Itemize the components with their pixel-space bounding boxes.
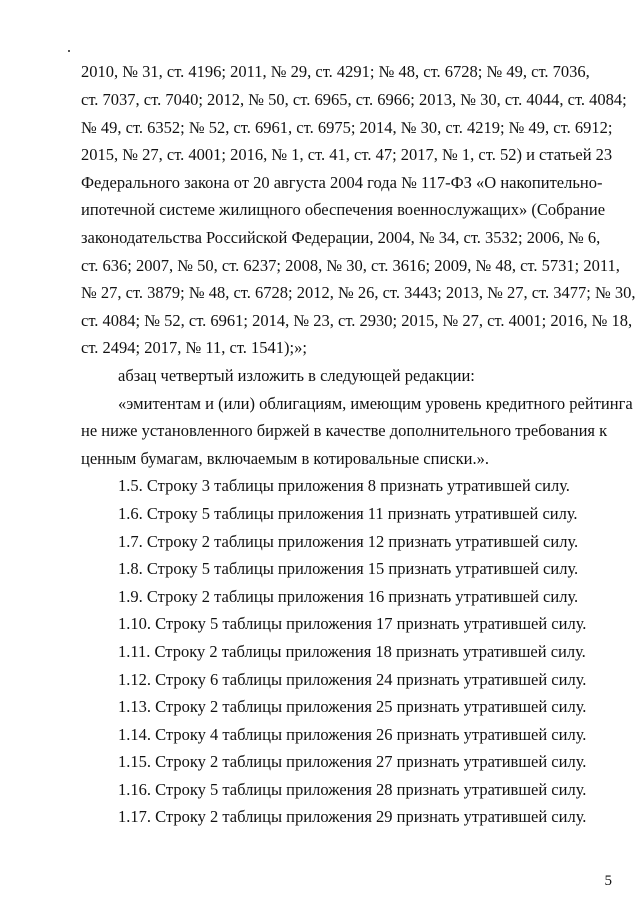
body-line: ст. 2494; 2017, № 11, ст. 1541);»;: [81, 338, 307, 357]
body-line: ст. 7037, ст. 7040; 2012, № 50, ст. 6965, ст. 6966; 2013, № 30, ст. 4044, ст. 4084;: [81, 90, 627, 109]
body-line: ст. 4084; № 52, ст. 6961; 2014, № 23, ст. 2930; 2015, № 27, ст. 4001; 2016, № 18,: [81, 311, 633, 330]
body-line: № 49, ст. 6352; № 52, ст. 6961, ст. 6975; 2014, № 30, ст. 4219; № 49, ст. 6912;: [81, 118, 613, 137]
list-item: 1.12. Строку 6 таблицы приложения 24 признать утратившей силу.: [118, 670, 587, 689]
scan-speck: [68, 50, 70, 52]
list-item: 1.7. Строку 2 таблицы приложения 12 признать утратившей силу.: [118, 532, 579, 551]
list-item: 1.5. Строку 3 таблицы приложения 8 признать утратившей силу.: [118, 476, 570, 495]
body-line: 2015, № 27, ст. 4001; 2016, № 1, ст. 41, ст. 47; 2017, № 1, ст. 52) и статьей 23: [81, 145, 613, 164]
quote-line: ценным бумагам, включаемым в котировальные списки.».: [81, 449, 489, 468]
list-item: 1.6. Строку 5 таблицы приложения 11 признать утратившей силу.: [118, 504, 578, 523]
quote-line: не ниже установленного биржей в качестве дополнительного требования к: [81, 421, 608, 440]
list-item: 1.8. Строку 5 таблицы приложения 15 признать утратившей силу.: [118, 559, 579, 578]
body-line: ипотечной системе жилищного обеспечения военнослужащих» (Собрание: [81, 200, 606, 219]
list-item: 1.11. Строку 2 таблицы приложения 18 признать утратившей силу.: [118, 642, 586, 661]
list-item: 1.13. Строку 2 таблицы приложения 25 признать утратившей силу.: [118, 697, 587, 716]
list-item: 1.14. Строку 4 таблицы приложения 26 признать утратившей силу.: [118, 725, 587, 744]
list-item: 1.17. Строку 2 таблицы приложения 29 признать утратившей силу.: [118, 807, 587, 826]
body-line: 2010, № 31, ст. 4196; 2011, № 29, ст. 4291; № 48, ст. 6728; № 49, ст. 7036,: [81, 62, 590, 81]
body-line: № 27, ст. 3879; № 48, ст. 6728; 2012, № 26, ст. 3443; 2013, № 27, ст. 3477; № 30,: [81, 283, 636, 302]
body-line: законодательства Российской Федерации, 2004, № 34, ст. 3532; 2006, № 6,: [81, 228, 601, 247]
body-line: Федерального закона от 20 августа 2004 года № 117-ФЗ «О накопительно-: [81, 173, 603, 192]
list-item: 1.15. Строку 2 таблицы приложения 27 признать утратившей силу.: [118, 752, 587, 771]
list-item: 1.9. Строку 2 таблицы приложения 16 признать утратившей силу.: [118, 587, 579, 606]
list-item: 1.16. Строку 5 таблицы приложения 28 признать утратившей силу.: [118, 780, 587, 799]
list-item: 1.10. Строку 5 таблицы приложения 17 признать утратившей силу.: [118, 614, 587, 633]
quote-line: «эмитентам и (или) облигациям, имеющим уровень кредитного рейтинга: [118, 394, 633, 413]
body-line: ст. 636; 2007, № 50, ст. 6237; 2008, № 30, ст. 3616; 2009, № 48, ст. 5731; 2011,: [81, 256, 620, 275]
page-number: 5: [604, 873, 612, 889]
paragraph-instruction: абзац четвертый изложить в следующей редакции:: [118, 366, 475, 385]
